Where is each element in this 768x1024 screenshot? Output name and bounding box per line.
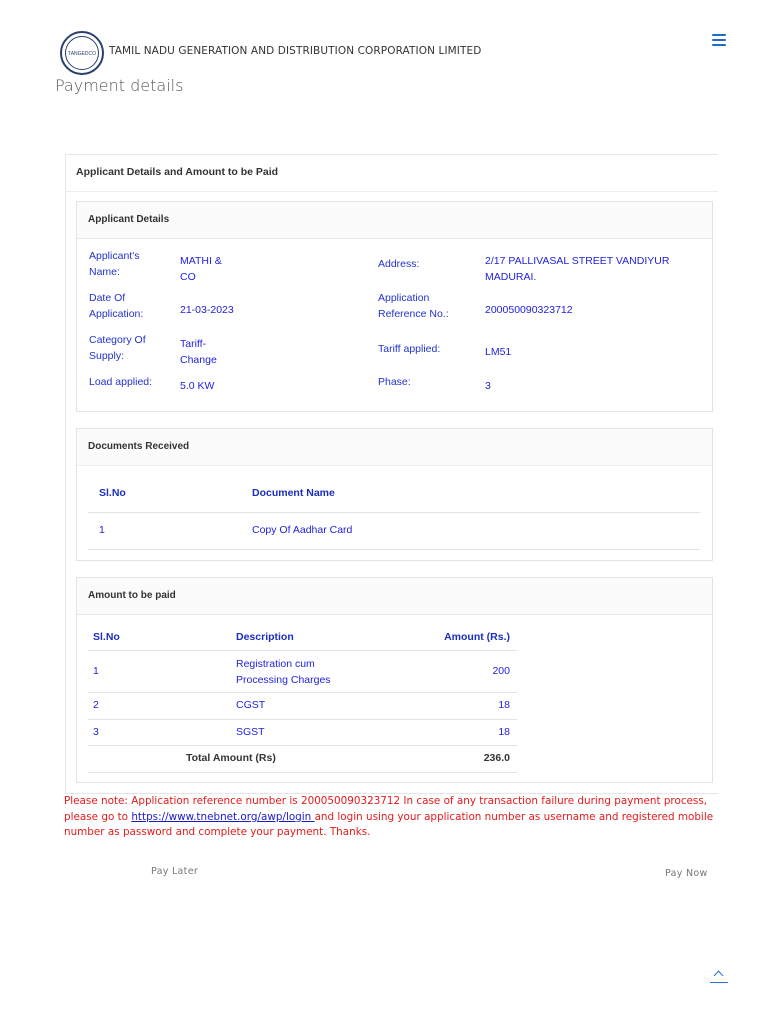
hamburger-icon[interactable] — [712, 34, 726, 46]
total-divider — [88, 772, 517, 773]
amount-row-2-desc: CGST — [236, 699, 266, 711]
application-date-value: 21-03-2023 — [180, 304, 234, 316]
company-name: TAMIL NADU GENERATION AND DISTRIBUTION CORPORATION LIMITED — [109, 45, 482, 57]
amount-row-2-slno: 2 — [93, 699, 99, 711]
doc-row-name: Copy Of Aadhar Card — [252, 524, 353, 536]
total-amount-label: Total Amount (Rs) — [186, 752, 276, 764]
applicant-details-title: Applicant Details — [77, 202, 712, 239]
applicant-name-value: MATHI & CO — [180, 255, 222, 283]
page-title: Payment details — [55, 76, 184, 95]
payment-note — [64, 794, 724, 841]
amount-header-divider — [88, 650, 517, 651]
header — [0, 0, 768, 80]
documents-card — [76, 428, 713, 561]
doc-header-divider — [88, 512, 700, 513]
pay-now-button[interactable]: Pay Now — [665, 868, 708, 879]
amount-row-2-amount: 18 — [498, 699, 510, 711]
logo-text: TANGEDCO — [65, 36, 99, 70]
chevron-up-icon — [714, 971, 724, 981]
amount-row-3-slno: 3 — [93, 726, 99, 738]
amount-row-3-amount: 18 — [498, 726, 510, 738]
amount-card — [76, 577, 713, 783]
applicant-name-label: Applicant's Name: — [89, 250, 140, 278]
amount-col-slno: Sl.No — [93, 631, 120, 643]
total-amount-value: 236.0 — [483, 752, 510, 764]
scroll-top-underline — [710, 982, 728, 983]
address-value: 2/17 PALLIVASAL STREET VANDIYUR MADURAI. — [485, 255, 670, 283]
login-link[interactable]: https://www.tnebnet.org/awp/login — [131, 810, 315, 823]
load-label: Load applied: — [89, 376, 153, 388]
address-label: Address: — [378, 258, 420, 270]
amount-row-3-desc: SGST — [236, 726, 265, 738]
amount-row-divider — [88, 692, 517, 693]
note-text-2: and login using your application number as username and registered mobile number as password and complete your payment. Thanks. — [64, 810, 714, 838]
panel-title: Applicant Details and Amount to be Paid — [66, 155, 718, 192]
reference-no-label: Application Reference No.: — [378, 292, 449, 320]
category-value: Tariff-Change — [180, 338, 217, 366]
load-value: 5.0 KW — [180, 380, 215, 392]
phase-value: 3 — [485, 380, 491, 392]
tariff-value: LM51 — [485, 346, 512, 358]
amount-col-desc: Description — [236, 631, 294, 643]
amount-row-1-amount: 200 — [492, 665, 510, 677]
pay-later-button[interactable]: Pay Later — [151, 866, 199, 877]
doc-col-slno: Sl.No — [99, 487, 126, 499]
amount-title: Amount to be paid — [77, 578, 712, 615]
company-logo[interactable] — [60, 31, 104, 75]
reference-no-value: 200050090323712 — [485, 304, 573, 316]
amount-col-amount: Amount (Rs.) — [444, 631, 510, 643]
doc-row-slno: 1 — [99, 524, 105, 536]
doc-col-name: Document Name — [252, 487, 335, 499]
amount-row-divider — [88, 745, 517, 746]
category-label: Category Of Supply: — [89, 334, 146, 362]
tariff-label: Tariff applied: — [378, 343, 441, 355]
doc-row-divider — [88, 549, 700, 550]
amount-row-divider — [88, 719, 517, 720]
documents-title: Documents Received — [77, 429, 712, 466]
amount-row-1-slno: 1 — [93, 665, 99, 677]
scroll-to-top-button[interactable] — [710, 968, 728, 984]
application-date-label: Date Of Application: — [89, 292, 144, 320]
phase-label: Phase: — [378, 376, 411, 388]
amount-row-1-desc: Registration cum Processing Charges — [236, 658, 331, 686]
note-text-1: Please note: Application reference number is 200050090323712 In case of any transaction failure during payment process, please go to — [64, 795, 708, 823]
